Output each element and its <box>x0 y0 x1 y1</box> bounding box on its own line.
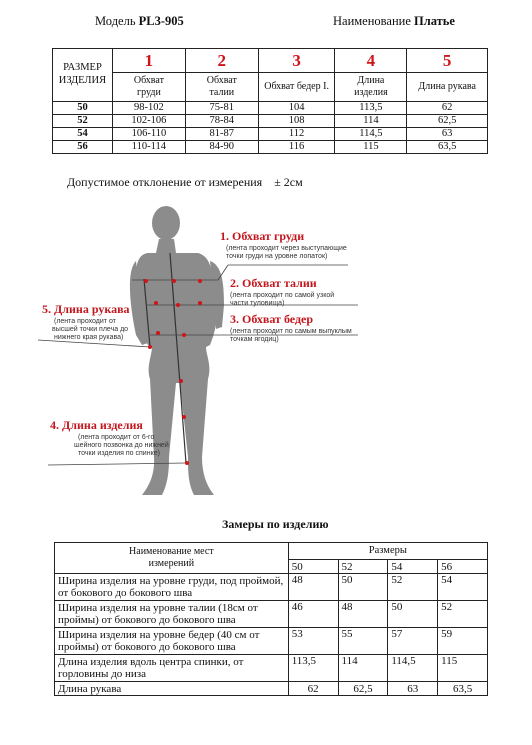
value-cell: 54 <box>438 574 488 601</box>
value-cell: 102-106 <box>112 115 185 128</box>
value-cell: 106-110 <box>112 128 185 141</box>
model-code: PL3-905 <box>138 14 184 28</box>
table-row <box>53 141 488 154</box>
value-cell: 62,5 <box>338 682 388 696</box>
product-name-value: Платье <box>414 14 455 28</box>
value-cell: 53 <box>288 628 338 655</box>
value-cell: 114,5 <box>388 655 438 682</box>
product-name-label: Наименование <box>333 14 411 28</box>
measurement-label: Ширина изделия на уровне бедер (40 см от проймы) от бокового до бокового шва <box>55 628 289 655</box>
value-cell: 115 <box>335 141 407 154</box>
value-cell: 55 <box>338 628 388 655</box>
table-row <box>55 655 488 682</box>
table-row <box>55 601 488 628</box>
value-cell: 52 <box>438 601 488 628</box>
tolerance-note <box>67 175 303 190</box>
column-number-3: 3 <box>258 49 335 73</box>
product-name-header <box>333 14 455 29</box>
value-cell: 63 <box>388 682 438 696</box>
value-cell: 108 <box>258 115 335 128</box>
annotation-chest-line2: точки груди на уровне лопаток) <box>226 253 328 260</box>
value-cell: 62,5 <box>407 115 488 128</box>
size-header-50: 50 <box>288 560 338 574</box>
size-header-56: 56 <box>438 560 488 574</box>
size-cell: 54 <box>53 128 113 141</box>
annotation-waist-line2: части туловища) <box>230 300 285 307</box>
table-row <box>55 682 488 696</box>
value-cell: 62 <box>288 682 338 696</box>
value-cell: 114 <box>338 655 388 682</box>
size-cell: 52 <box>53 115 113 128</box>
column-number-5: 5 <box>407 49 488 73</box>
size-cell: 56 <box>53 141 113 154</box>
annotation-length-line2: шейного позвонка до нижней <box>74 442 169 449</box>
name-header: Наименование мест измерений <box>55 543 289 574</box>
table-row <box>53 128 488 141</box>
measurement-label: Ширина изделия на уровне талии (18см от проймы) от бокового до бокового шва <box>55 601 289 628</box>
table-row <box>53 115 488 128</box>
tolerance-value: ± 2см <box>274 175 303 189</box>
size-cell: 50 <box>53 102 113 115</box>
measurements-title: Замеры по изделию <box>222 517 329 531</box>
annotation-sleeve-title: 5. Длина рукава <box>42 302 130 316</box>
annotation-chest-title: 1. Обхват груди <box>220 229 305 243</box>
column-number-4: 4 <box>335 49 407 73</box>
value-cell: 75-81 <box>185 102 258 115</box>
annotation-length-line3: точки изделия по спинке) <box>78 450 160 457</box>
value-cell: 112 <box>258 128 335 141</box>
value-cell: 98-102 <box>112 102 185 115</box>
annotation-sleeve-line1: (лента проходит от <box>54 318 116 325</box>
column-header-hips: Обхват бедер I. <box>258 73 335 102</box>
annotation-sleeve-line2: высшей точки плеча до <box>52 326 129 333</box>
annotation-hips-title: 3. Обхват бедер <box>230 312 314 326</box>
annotation-waist-line1: (лента проходит по самой узкой <box>230 292 335 299</box>
value-cell: 52 <box>388 574 438 601</box>
value-cell: 113,5 <box>335 102 407 115</box>
value-cell: 104 <box>258 102 335 115</box>
measurement-label: Длина изделия вдоль центра спинки, от горловины до низа <box>55 655 289 682</box>
value-cell: 62 <box>407 102 488 115</box>
value-cell: 59 <box>438 628 488 655</box>
model-label: Модель <box>95 14 136 28</box>
tolerance-label: Допустимое отклонение от измерения <box>67 175 263 189</box>
annotation-hips-line1: (лента проходит по самым выпуклым <box>230 328 352 335</box>
value-cell: 115 <box>438 655 488 682</box>
value-cell: 57 <box>388 628 438 655</box>
size-header-52: 52 <box>338 560 388 574</box>
measurement-label: Ширина изделия на уровне груди, под проймой, от бокового до бокового шва <box>55 574 289 601</box>
column-number-1: 1 <box>112 49 185 73</box>
value-cell: 46 <box>288 601 338 628</box>
annotation-sleeve-line3: нижнего края рукава) <box>54 334 124 341</box>
value-cell: 84-90 <box>185 141 258 154</box>
sizes-header: Размеры <box>288 543 487 560</box>
value-cell: 48 <box>338 601 388 628</box>
value-cell: 114,5 <box>335 128 407 141</box>
value-cell: 63,5 <box>438 682 488 696</box>
model-header <box>95 14 184 29</box>
measurement-label: Длина рукава <box>55 682 289 696</box>
measurements-table <box>54 542 488 696</box>
sleeve-pointer <box>38 340 150 347</box>
column-header-length: Длина изделия <box>335 73 407 102</box>
column-header-sleeve: Длина рукава <box>407 73 488 102</box>
value-cell: 63,5 <box>407 141 488 154</box>
annotation-chest-line1: (лента проходит через выступающие <box>226 245 347 252</box>
table-row <box>53 102 488 115</box>
size-corner-label: РАЗМЕР ИЗДЕЛИЯ <box>53 49 113 102</box>
annotation-hips-line2: точкам ягодиц) <box>230 336 279 343</box>
value-cell: 63 <box>407 128 488 141</box>
column-number-2: 2 <box>185 49 258 73</box>
value-cell: 110-114 <box>112 141 185 154</box>
column-header-waist: Обхват талии <box>185 73 258 102</box>
value-cell: 113,5 <box>288 655 338 682</box>
value-cell: 81-87 <box>185 128 258 141</box>
body-measurement-figure <box>38 195 498 505</box>
value-cell: 116 <box>258 141 335 154</box>
value-cell: 50 <box>338 574 388 601</box>
annotation-waist-title: 2. Обхват талии <box>230 276 317 290</box>
value-cell: 114 <box>335 115 407 128</box>
size-table <box>52 48 488 154</box>
value-cell: 48 <box>288 574 338 601</box>
table-row <box>55 628 488 655</box>
size-header-54: 54 <box>388 560 438 574</box>
annotation-length-line1: (лента проходит от 6-го <box>78 434 155 441</box>
value-cell: 78-84 <box>185 115 258 128</box>
value-cell: 50 <box>388 601 438 628</box>
annotation-length-title: 4. Длина изделия <box>50 418 143 432</box>
table-row <box>55 574 488 601</box>
column-header-chest: Обхват груди <box>112 73 185 102</box>
